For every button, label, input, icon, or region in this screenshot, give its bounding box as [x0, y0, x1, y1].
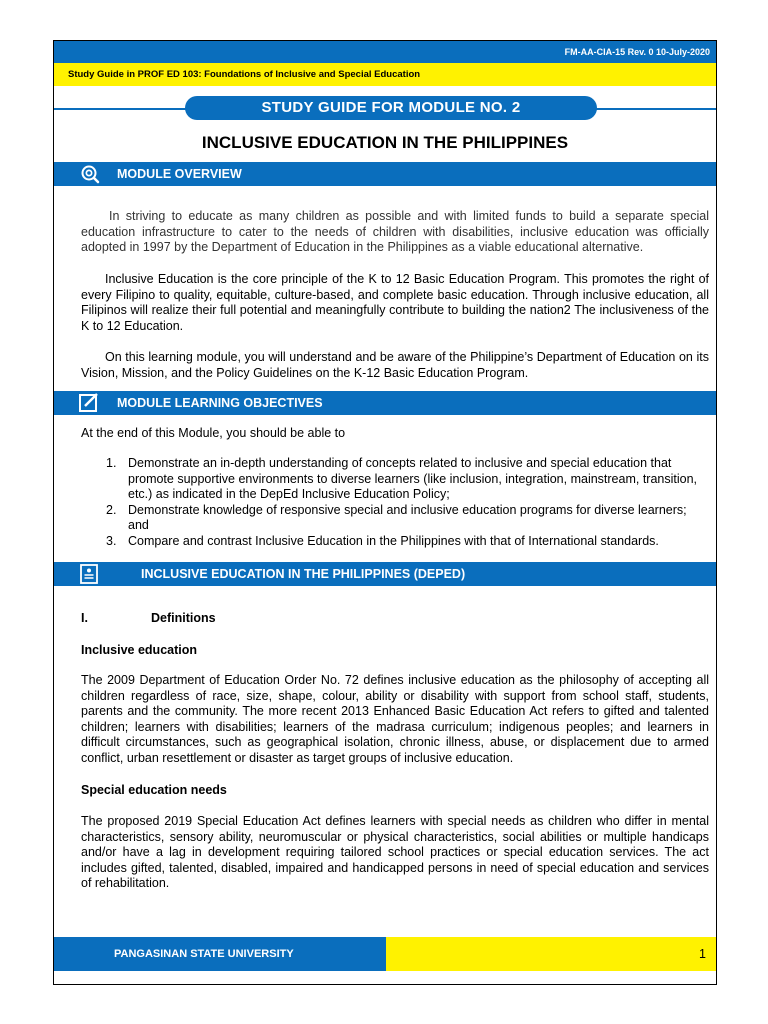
list-number: 3.	[106, 533, 117, 548]
list-item	[81, 456, 709, 503]
list-text: Demonstrate an in-depth understanding of concepts related to inclusive and special education that promote supportive environments to diverse learners (like inclusion, integration, mainstream, transition, etc.) as indicated in the DepEd Inclusive Education Policy;	[128, 456, 698, 501]
subheading-special-education-needs: Special education needs	[81, 783, 227, 797]
document-icon	[78, 564, 100, 584]
page-number: 1	[386, 937, 716, 971]
page-title: INCLUSIVE EDUCATION IN THE PHILIPPINES	[201, 133, 569, 152]
module-overview-label: MODULE OVERVIEW	[117, 167, 242, 181]
module-overview-bar	[54, 162, 716, 186]
page-frame	[53, 40, 717, 985]
footer-university: PANGASINAN STATE UNIVERSITY	[54, 937, 386, 971]
deped-section-label: INCLUSIVE EDUCATION IN THE PHILIPPINES (DEPED)	[141, 567, 466, 581]
objectives-intro: At the end of this Module, you should be able to	[81, 426, 346, 440]
form-code-bar: FM-AA-CIA-15 Rev. 0 10-July-2020	[54, 41, 716, 63]
study-guide-label: STUDY GUIDE FOR MODULE NO. 2	[185, 96, 597, 120]
overview-paragraph-2: Inclusive Education is the core principle of the K to 12 Basic Education Program. This promotes the right of every Filipino to quality, equitable, culture-based, and complete basic education. Through inclusive education, all Filipinos will realize their full potential and meaningfully contribute to building the nation2 The inclusiveness of the K to 12 Education.	[81, 272, 709, 333]
section-heading	[81, 611, 216, 625]
deped-section-bar	[54, 562, 716, 586]
special-education-paragraph: The proposed 2019 Special Education Act defines learners with special needs as children who differ in mental characteristics, sensory ability, neuromuscular or physical characteristics, social abilities or multiple handicaps and/or have a lag in development requiring tailored school practices or special education services. The act includes gifted, talented, disabled, impaired and handicapped persons in need of special education and services of rehabilitation.	[81, 814, 709, 890]
learning-objectives-bar	[54, 391, 716, 415]
subject-bar: Study Guide in PROF ED 103: Foundations of Inclusive and Special Education	[54, 63, 716, 86]
edit-icon	[78, 393, 100, 413]
list-text: Demonstrate knowledge of responsive special and inclusive education programs for diverse learners; and	[128, 502, 687, 532]
overview-paragraph-3: On this learning module, you will understand and be aware of the Philippine’s Department of Education on its Vision, Mission, and the Policy Guidelines on the K-12 Basic Education Program.	[81, 350, 709, 380]
search-icon	[78, 164, 100, 184]
objectives-list	[81, 456, 709, 549]
overview-paragraph-1: In striving to educate as many children as possible and with limited funds to build a separate special education infrastructure to cater to the needs of children with disabilities, inclusive education was officially adopted in 1997 by the Department of Education in the Philippines as a viable educational alternative.	[81, 209, 709, 254]
section-number: I.	[81, 611, 88, 625]
inclusive-education-paragraph: The 2009 Department of Education Order No. 72 defines inclusive education as the philosophy of accepting all children regardless of race, size, shape, colour, ability or disability with support from school staff, students, parents and the community. The more recent 2013 Enhanced Basic Education Act refers to gifted and talented children; learners with disabilities; learners of the madrasa curriculum; indigenous peoples; and learners in difficult circumstances, such as geographical isolation, chronic illness, abuse, or displacement due to armed conflict, urban resettlement or disaster as target groups of inclusive education.	[81, 673, 709, 765]
subheading-inclusive-education: Inclusive education	[81, 643, 198, 657]
section-title: Definitions	[151, 611, 216, 625]
learning-objectives-label: MODULE LEARNING OBJECTIVES	[117, 396, 323, 410]
list-text: Compare and contrast Inclusive Education in the Philippines with that of International standards.	[128, 533, 659, 548]
list-item	[81, 503, 709, 534]
list-number: 1.	[106, 456, 117, 470]
list-item	[81, 534, 709, 550]
list-number: 2.	[106, 502, 117, 517]
